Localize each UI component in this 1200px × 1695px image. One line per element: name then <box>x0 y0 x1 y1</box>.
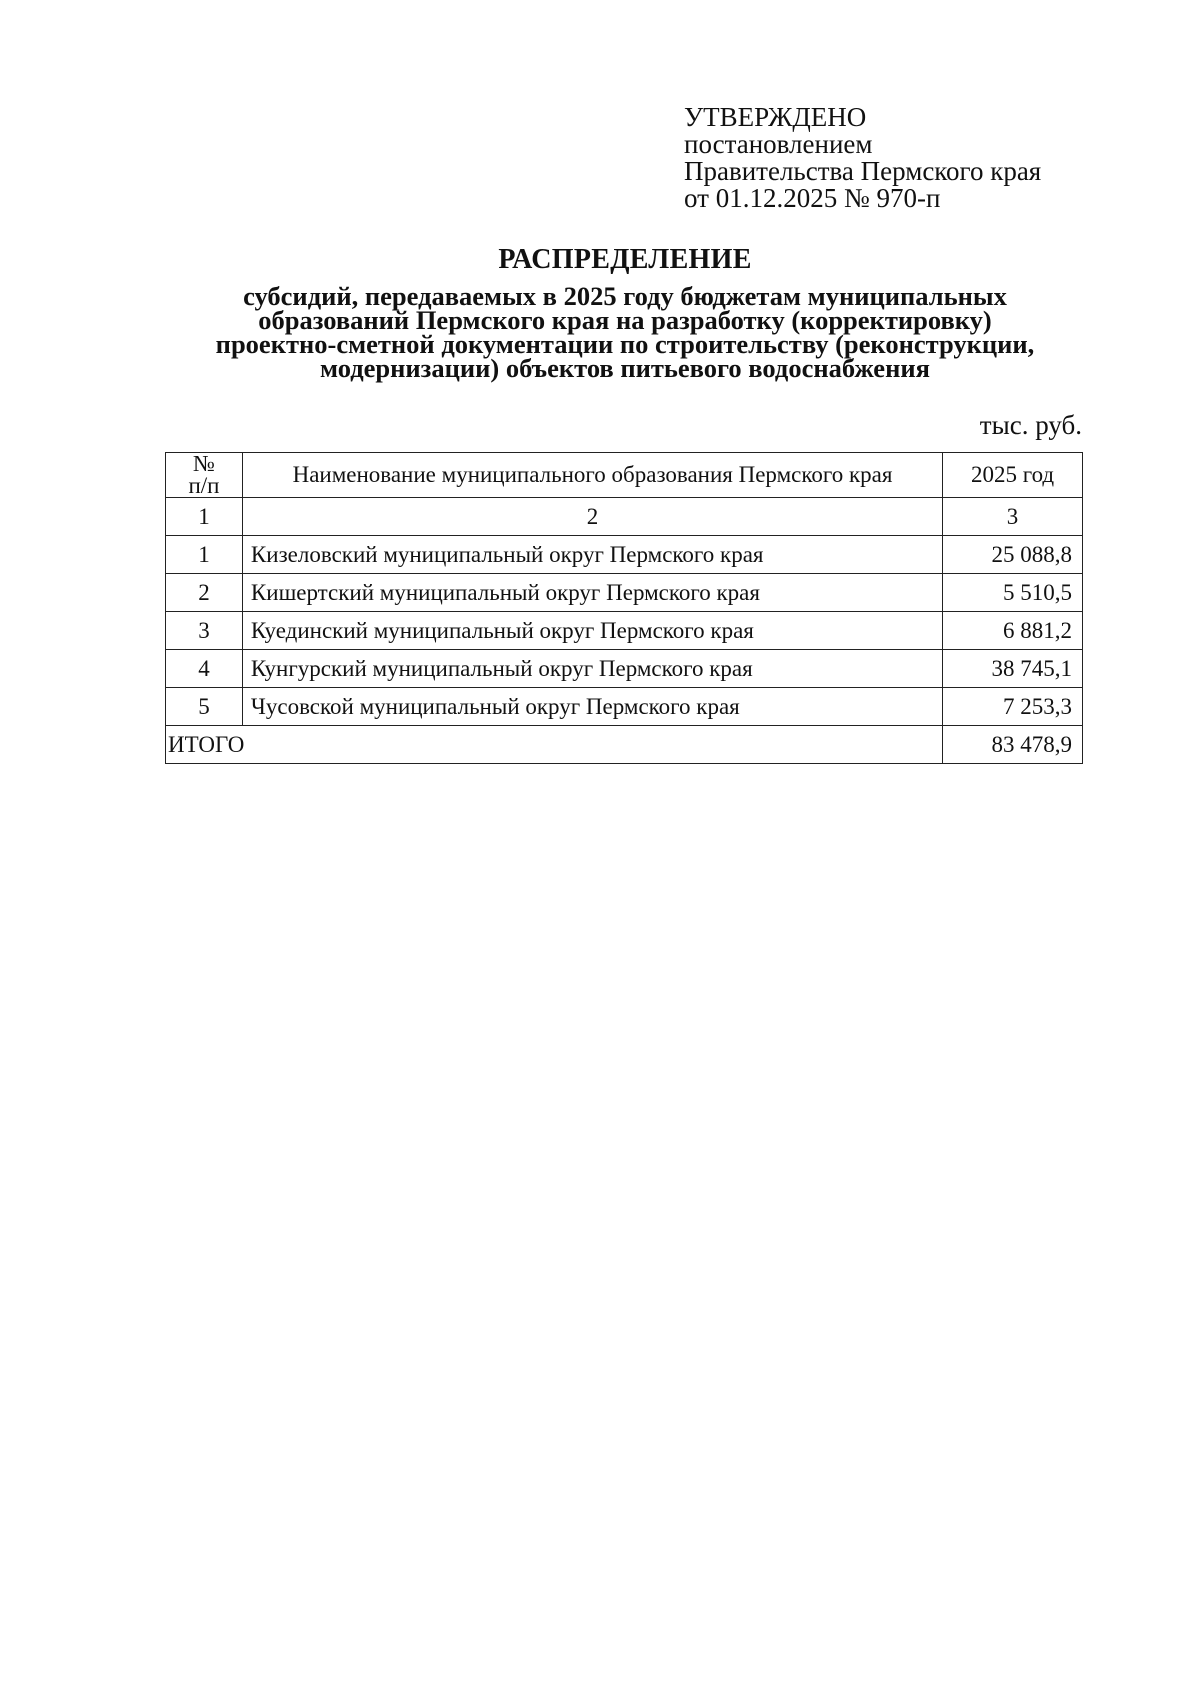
total-row <box>166 726 1083 764</box>
subsidy-amount: 6 881,2 <box>943 612 1083 650</box>
subsidy-amount: 38 745,1 <box>943 650 1083 688</box>
municipality-name: Чусовской муниципальный округ Пермского края <box>242 688 942 726</box>
approval-line-1: УТВЕРЖДЕНО <box>684 102 867 132</box>
total-amount: 83 478,9 <box>943 726 1083 764</box>
header-year: 2025 год <box>943 453 1083 498</box>
approval-stamp <box>684 104 1041 212</box>
municipality-name: Куединский муниципальный округ Пермского края <box>242 612 942 650</box>
approval-line-4: от 01.12.2025 № 970-п <box>684 183 941 213</box>
column-number: 2 <box>242 498 942 536</box>
table-header-row <box>166 453 1083 498</box>
table-row <box>166 574 1083 612</box>
subsidy-amount: 7 253,3 <box>943 688 1083 726</box>
column-number-row <box>166 498 1083 536</box>
document-subtitle <box>120 281 1130 383</box>
header-name: Наименование муниципального образования Пермского края <box>242 453 942 498</box>
subsidy-table <box>165 452 1083 764</box>
table-row <box>166 536 1083 574</box>
column-number: 3 <box>943 498 1083 536</box>
subtitle-line-4: модернизации) объектов питьевого водоснабжения <box>320 353 930 383</box>
row-number: 4 <box>166 650 243 688</box>
approval-line-3: Правительства Пермского края <box>684 156 1042 186</box>
municipality-name: Кишертский муниципальный округ Пермского края <box>242 574 942 612</box>
subsidy-amount: 5 510,5 <box>943 574 1083 612</box>
document-title: РАСПРЕДЕЛЕНИЕ <box>498 244 752 275</box>
subsidy-amount: 25 088,8 <box>943 536 1083 574</box>
row-number: 1 <box>166 536 243 574</box>
header-number-symbol: № <box>192 451 215 476</box>
total-label: ИТОГО <box>166 726 943 764</box>
header-number-abbrev: п/п <box>188 473 220 498</box>
municipality-name: Кунгурский муниципальный округ Пермского края <box>242 650 942 688</box>
table-row <box>166 650 1083 688</box>
table-row <box>166 612 1083 650</box>
table-row <box>166 688 1083 726</box>
units-label: тыс. руб. <box>979 410 1082 440</box>
row-number: 2 <box>166 574 243 612</box>
approval-line-2: постановлением <box>684 129 873 159</box>
subtitle-line-1: субсидий, передаваемых в 2025 году бюджетам муниципальных <box>243 281 1007 311</box>
row-number: 3 <box>166 612 243 650</box>
municipality-name: Кизеловский муниципальный округ Пермского края <box>242 536 942 574</box>
subtitle-line-2: образований Пермского края на разработку (корректировку) <box>258 305 992 335</box>
header-number <box>166 453 243 498</box>
subtitle-line-3: проектно-сметной документации по строительству (реконструкции, <box>215 329 1035 359</box>
row-number: 5 <box>166 688 243 726</box>
column-number: 1 <box>166 498 243 536</box>
